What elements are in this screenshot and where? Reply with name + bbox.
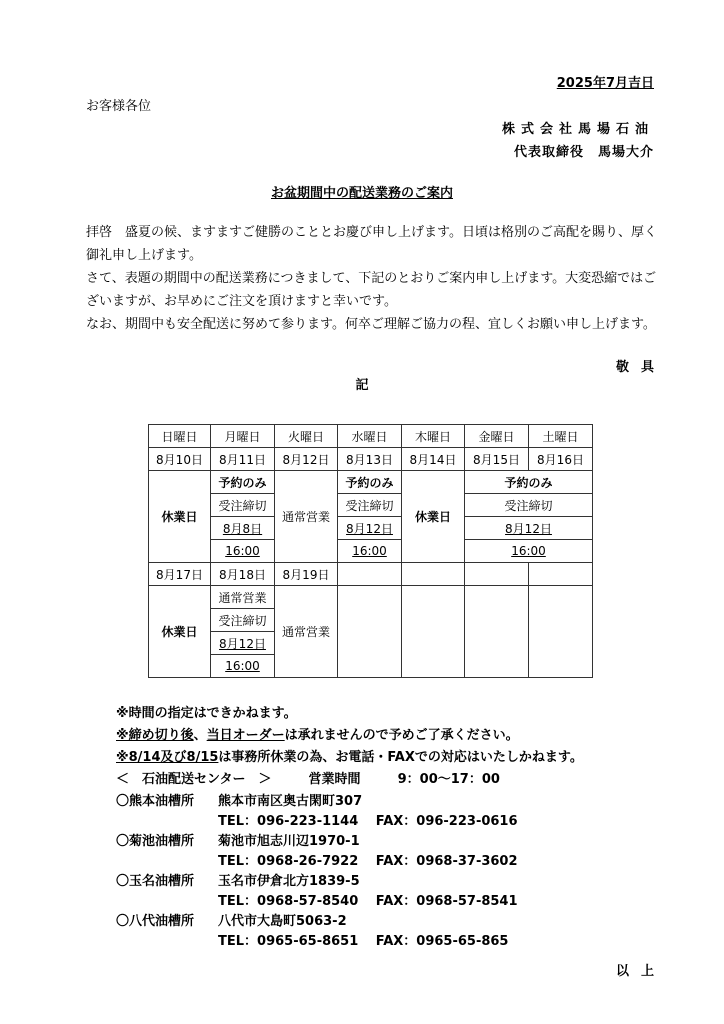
- depot-name: 〇玉名油槽所: [116, 874, 195, 889]
- date-cell: 8月13日: [338, 448, 402, 471]
- date-cell: 8月12日: [275, 448, 338, 471]
- date-cell: 8月11日: [211, 448, 275, 471]
- weekday-tue: 火曜日: [275, 425, 338, 448]
- empty-cell: [402, 586, 465, 678]
- delivery-calendar: [148, 424, 593, 678]
- deadline-time: 16:00: [511, 544, 546, 558]
- depot-name: 〇菊池油槽所: [116, 834, 195, 849]
- company-name: 株式会社馬場石油: [501, 122, 654, 137]
- depot-name: 〇八代油槽所: [116, 914, 195, 929]
- weekday-thu: 木曜日: [402, 425, 465, 448]
- status-reservation-only: 予約のみ: [211, 471, 275, 494]
- depot-contact: TEL：0965-65-8651 FAX：0965-65-865: [218, 934, 509, 949]
- closing-ijou: 以上: [615, 964, 666, 979]
- deadline-date: 8月12日: [219, 636, 266, 651]
- status-holiday: 休業日: [149, 471, 211, 563]
- empty-cell: [529, 563, 593, 586]
- depot-address: 八代市大島町5063-2: [218, 914, 347, 929]
- document-title: お盆期間中の配送業務のご案内: [270, 186, 453, 201]
- document-date: 2025年7月吉日: [556, 76, 654, 91]
- weekday-fri: 金曜日: [465, 425, 529, 448]
- empty-cell: [465, 563, 529, 586]
- empty-cell: [402, 563, 465, 586]
- weekday-sat: 土曜日: [529, 425, 593, 448]
- date-cell: 8月16日: [529, 448, 593, 471]
- note-same-day-order: ※締め切り後、当日オーダーは承れませんので予めご了承ください。: [116, 728, 519, 743]
- status-normal: 通常営業: [275, 471, 338, 563]
- empty-cell: [338, 586, 402, 678]
- deadline-time: 16:00: [352, 544, 387, 558]
- weekday-wed: 水曜日: [338, 425, 402, 448]
- date-cell: 8月17日: [149, 563, 211, 586]
- empty-cell: [465, 586, 529, 678]
- date-cell: 8月18日: [211, 563, 275, 586]
- depot-name: 〇熊本油槽所: [116, 794, 195, 809]
- order-deadline-label: 受注締切: [211, 494, 275, 517]
- order-deadline-label: 受注締切: [465, 494, 593, 517]
- depot-contact: TEL：0968-26-7922 FAX：0968-37-3602: [218, 854, 518, 869]
- paragraph-closing: なお、期間中も安全配送に努めて参ります。何卒ご理解ご協力の程、宜しくお願い申し上げます。: [86, 317, 656, 332]
- hours-label: 営業時間: [308, 772, 361, 787]
- date-cell: 8月19日: [275, 563, 338, 586]
- order-deadline-label: 受注締切: [338, 494, 402, 517]
- center-name: ＜ 石油配送センター ＞: [116, 772, 272, 787]
- status-reservation-only: 予約のみ: [465, 471, 593, 494]
- weekday-mon: 月曜日: [211, 425, 275, 448]
- status-reservation-only: 予約のみ: [338, 471, 402, 494]
- note-no-time-spec: ※時間の指定はできかねます。: [116, 706, 297, 721]
- depot-address: 菊池市旭志川辺1970-1: [218, 834, 360, 849]
- empty-cell: [529, 586, 593, 678]
- status-holiday: 休業日: [149, 586, 211, 678]
- deadline-date: 8月8日: [222, 521, 263, 536]
- status-holiday: 休業日: [402, 471, 465, 563]
- deadline-time: 16:00: [225, 659, 260, 673]
- weekday-sun: 日曜日: [149, 425, 211, 448]
- closing-keigu: 敬具: [615, 360, 666, 375]
- paragraph-greeting: 拝啓 盛夏の候、ますますご健勝のこととお慶び申し上げます。日頃は格別のご高配を賜り、厚く御礼申し上げます。: [86, 225, 657, 263]
- deadline-date: 8月12日: [346, 521, 393, 536]
- week1-date-row: [149, 448, 593, 471]
- status-normal: 通常営業: [211, 586, 275, 609]
- recipient: お客様各位: [86, 99, 152, 114]
- depot-address: 玉名市伊倉北方1839-5: [218, 874, 360, 889]
- date-cell: 8月10日: [149, 448, 211, 471]
- center-hours: [116, 768, 500, 787]
- week2-date-row: [149, 563, 593, 586]
- status-normal: 通常営業: [275, 586, 338, 678]
- order-deadline-label: 受注締切: [211, 609, 275, 632]
- deadline-time: 16:00: [225, 544, 260, 558]
- date-cell: 8月14日: [402, 448, 465, 471]
- depot-address: 熊本市南区奥古閑町307: [218, 794, 363, 809]
- note-office-closed: ※8/14及び8/15は事務所休業の為、お電話・FAXでの対応はいたしかねます。: [116, 750, 583, 765]
- depot-contact: TEL：0968-57-8540 FAX：0968-57-8541: [218, 894, 518, 909]
- weekday-row: [149, 425, 593, 448]
- hours-value: 9：00～17：00: [397, 772, 500, 787]
- deadline-date: 8月12日: [505, 521, 552, 536]
- empty-cell: [338, 563, 402, 586]
- date-cell: 8月15日: [465, 448, 529, 471]
- paragraph-notice: さて、表題の期間中の配送業務につきまして、下記のとおりご案内申し上げます。大変恐縮ではございますが、お早めにご注文を頂けますと幸いです。: [86, 271, 657, 309]
- depot-contact: TEL：096-223-1144 FAX：096-223-0616: [218, 814, 518, 829]
- representative: 代表取締役 馬場大介: [513, 145, 654, 160]
- ki-marker: 記: [355, 378, 369, 393]
